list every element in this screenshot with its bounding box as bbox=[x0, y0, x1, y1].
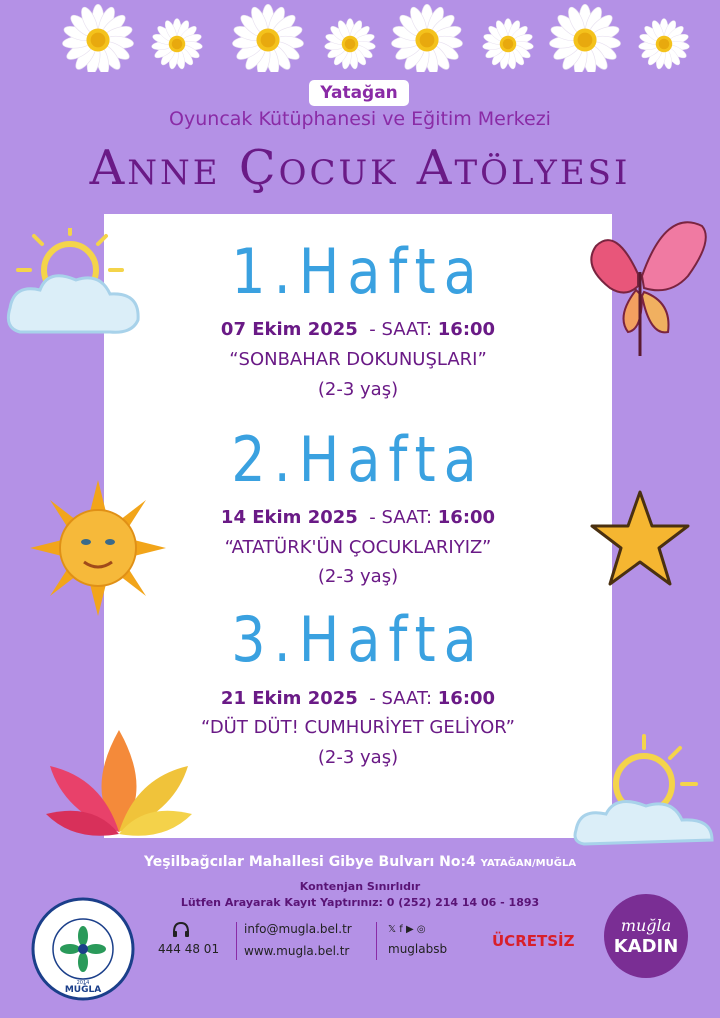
week-2-age: (2-3 yaş) bbox=[317, 566, 399, 587]
week-3-age: (2-3 yaş) bbox=[317, 747, 399, 768]
daisy-border bbox=[0, 0, 720, 72]
seal-year: 2014 bbox=[76, 980, 90, 986]
week-3-time-label: - SAAT: bbox=[369, 688, 433, 709]
mugla-kadin-logo bbox=[604, 894, 688, 978]
subtitle: Oyuncak Kütüphanesi ve Eğitim Merkezi bbox=[169, 108, 551, 130]
instagram-icon[interactable]: ◎ bbox=[416, 924, 426, 935]
seal-bottom-text: MUĞLA bbox=[64, 985, 102, 995]
week-1-date-time bbox=[104, 319, 612, 340]
address-city: YATAĞAN/MUĞLA bbox=[480, 858, 577, 869]
free-label: ÜCRETSİZ bbox=[492, 932, 575, 950]
week-1-date: 07 Ekim 2025 bbox=[220, 319, 358, 340]
x-icon[interactable]: 𝕏 bbox=[388, 924, 397, 935]
social-icons bbox=[388, 924, 426, 935]
week-2-topic: “ATATÜRK'ÜN ÇOCUKLARIYIZ” bbox=[224, 537, 492, 558]
week-3-title: 3.Hafta bbox=[231, 603, 485, 676]
city-label: Yatağan bbox=[309, 80, 409, 106]
week-2-date: 14 Ekim 2025 bbox=[220, 507, 358, 528]
brand-line-2: KADIN bbox=[613, 936, 679, 957]
address-street: Yeşilbağcılar Mahallesi Gibye Bulvarı No:4 bbox=[143, 854, 476, 870]
week-1-title: 1.Hafta bbox=[231, 235, 485, 308]
week-1-time-label: - SAAT: bbox=[369, 319, 433, 340]
website-link[interactable]: www.mugla.bel.tr bbox=[244, 944, 350, 958]
week-3-topic: “DÜT DÜT! CUMHURİYET GELİYOR” bbox=[201, 717, 515, 738]
week-2-time-label: - SAAT: bbox=[369, 507, 433, 528]
lotus-flower-illustration bbox=[44, 722, 194, 852]
week-3-date-time bbox=[104, 688, 612, 709]
municipality-seal-logo bbox=[30, 896, 136, 1002]
divider bbox=[376, 922, 377, 960]
week-1-topic: “SONBAHAR DOKUNUŞLARI” bbox=[229, 349, 487, 370]
youtube-icon[interactable]: ▶ bbox=[405, 924, 414, 935]
facebook-icon[interactable]: f bbox=[399, 924, 403, 935]
registration-note: Lütfen Arayarak Kayıt Yaptırınız: 0 (252) 214 14 06 - 1893 bbox=[180, 896, 540, 909]
headset-icon bbox=[172, 922, 190, 938]
week-3-time: 16:00 bbox=[437, 688, 496, 709]
week-2-time: 16:00 bbox=[437, 507, 496, 528]
week-1-time: 16:00 bbox=[437, 319, 496, 340]
divider bbox=[236, 922, 237, 960]
phone-number[interactable]: 444 48 01 bbox=[158, 942, 220, 956]
week-3-date: 21 Ekim 2025 bbox=[220, 688, 358, 709]
email-link[interactable]: info@mugla.bel.tr bbox=[244, 922, 352, 936]
week-1-age: (2-3 yaş) bbox=[317, 379, 399, 400]
address bbox=[0, 854, 720, 870]
social-handle[interactable]: muglabsb bbox=[388, 942, 448, 956]
quota-note: Kontenjan Sınırlıdır bbox=[299, 880, 421, 893]
brand-line-1: muğla bbox=[620, 916, 672, 935]
week-2-date-time bbox=[104, 507, 612, 528]
page-title: Anne Çocuk Atölyesi bbox=[89, 140, 631, 196]
week-2-title: 2.Hafta bbox=[231, 423, 485, 496]
